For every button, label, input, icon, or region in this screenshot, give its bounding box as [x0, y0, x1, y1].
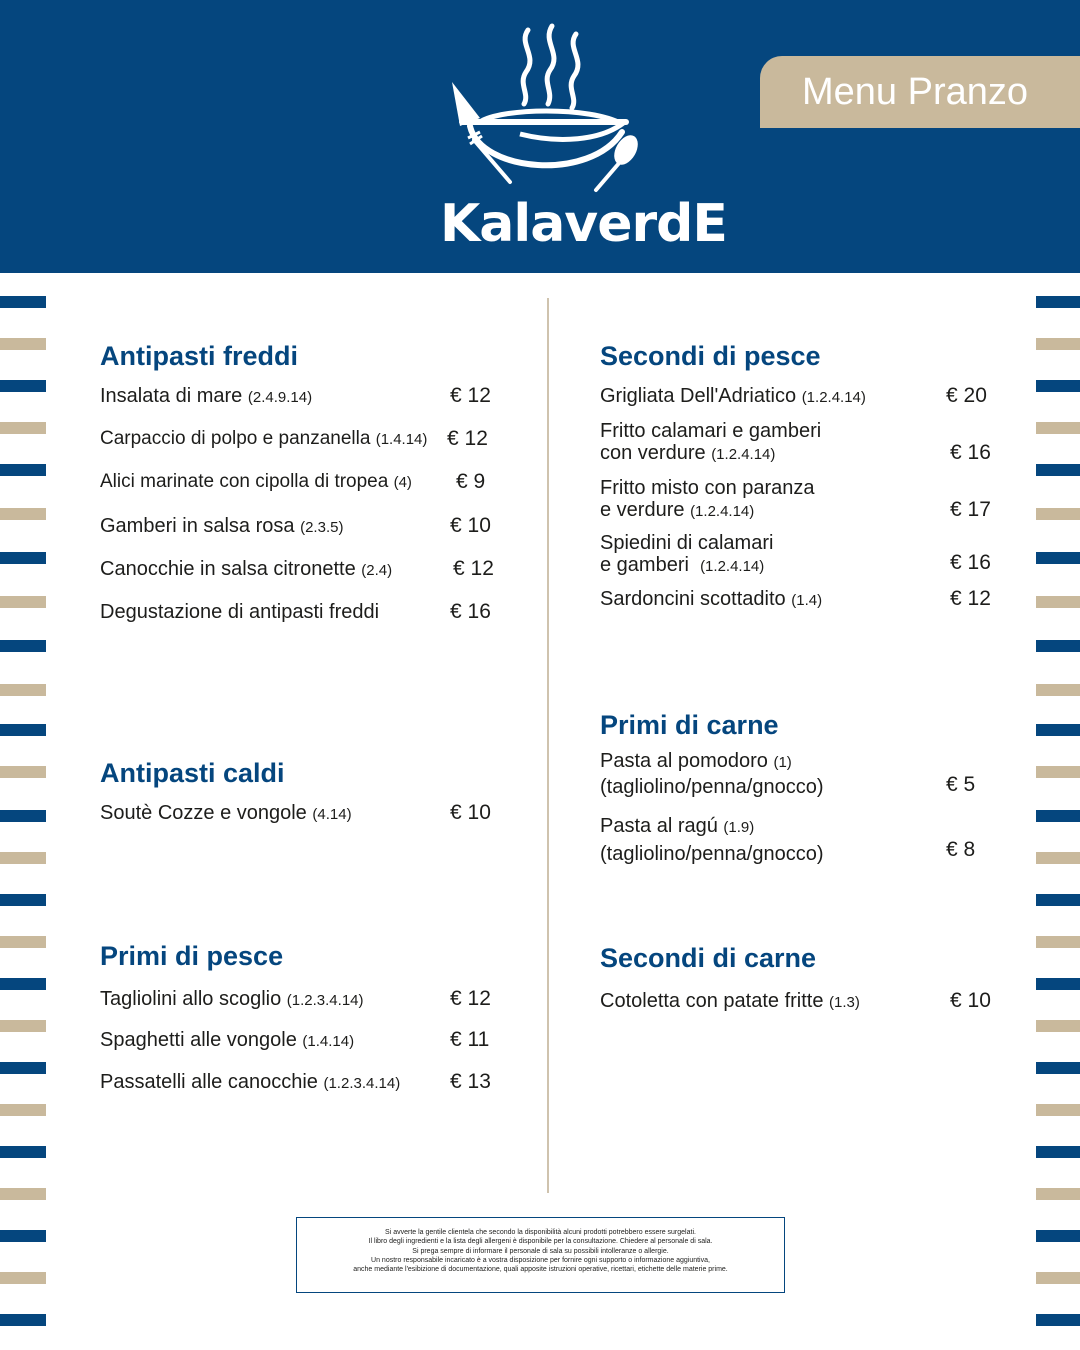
section-primi-carne [600, 709, 779, 741]
menu-item: Alici marinate con cipolla di tropea (4) [100, 471, 412, 492]
section-title: Secondi di pesce [600, 341, 821, 371]
notice-line: Si prega sempre di informare il personale di sala su possibili intolleranze o allergie. [412, 1247, 669, 1255]
item-price: € 10 [950, 989, 991, 1012]
item-price: € 12 [450, 384, 491, 407]
item-price: € 17 [950, 498, 991, 521]
notice-line: Un nostro responsabile incaricato è a vostra disposizione per fornire ogni supporto o informazione aggiuntiva, [371, 1256, 710, 1264]
left-stripes [0, 296, 46, 1350]
menu-item: Pasta al pomodoro (1) (tagliolino/penna/gnocco) [600, 750, 824, 798]
item-price: € 8 [946, 838, 976, 861]
item-price: € 11 [450, 1028, 490, 1051]
column-divider [547, 298, 549, 1193]
notice-line: Il libro degli ingredienti e la lista degli allergeni è disponibile per la consultazione. Chiedere al personale di sala. [368, 1238, 713, 1246]
item-price: € 10 [450, 801, 491, 824]
allergen-notice [296, 1217, 785, 1293]
section-title: Antipasti caldi [100, 758, 285, 788]
menu-item: Grigliata Dell'Adriatico (1.2.4.14) [600, 385, 866, 407]
section-primi-pesce [100, 940, 283, 972]
menu-item: Gamberi in salsa rosa (2.3.5) [100, 515, 344, 537]
menu-label: Menu Pranzo [760, 56, 1080, 128]
section-secondi-carne [600, 942, 816, 974]
item-price: € 12 [447, 427, 488, 450]
item-price: € 12 [450, 987, 491, 1010]
menu-item: Passatelli alle canocchie (1.2.3.4.14) [100, 1071, 401, 1093]
menu-item: Spiedini di calamari e gamberi (1.2.4.14) [600, 532, 774, 576]
menu-item: Cotoletta con patate fritte (1.3) [600, 990, 860, 1012]
item-price: € 9 [456, 470, 486, 493]
item-price: € 5 [946, 773, 976, 796]
section-title: Secondi di carne [600, 943, 817, 973]
item-price: € 12 [453, 557, 494, 580]
item-price: € 16 [950, 551, 991, 574]
section-antipasti-caldi [100, 757, 285, 789]
right-stripes [1036, 296, 1080, 1350]
menu-item: Soutè Cozze e vongole (4.14) [100, 802, 352, 824]
section-title: Antipasti freddi [100, 341, 299, 371]
brand-logo [440, 22, 727, 254]
item-price: € 20 [946, 384, 987, 407]
menu-item: Canocchie in salsa citronette (2.4) [100, 558, 393, 580]
section-secondi-pesce [600, 340, 821, 372]
menu-item: Insalata di mare (2.4.9.14) [100, 385, 313, 407]
menu-item: Tagliolini allo scoglio (1.2.3.4.14) [100, 988, 364, 1010]
item-price: € 10 [450, 514, 491, 537]
section-antipasti-freddi [100, 340, 298, 372]
menu-item: Sardoncini scottadito (1.4) [600, 588, 823, 610]
menu-item: Degustazione di antipasti freddi [100, 601, 380, 623]
fish-bowl-steam-icon [440, 22, 650, 202]
menu-item: Fritto calamari e gamberi con verdure (1.2.4.14) [600, 420, 822, 464]
item-price: € 13 [450, 1070, 491, 1093]
item-price: € 12 [950, 587, 991, 610]
notice-line: anche mediante l'esibizione di documentazione, quali apposite istruzioni operative, ricettari, etichette delle materie prime. [353, 1266, 728, 1274]
menu-item: Spaghetti alle vongole (1.4.14) [100, 1029, 355, 1051]
notice-line: Si avverte la gentile clientela che secondo la disponibilità alcuni prodotti potrebbero essere surgelati. [385, 1229, 696, 1236]
menu-item: Carpaccio di polpo e panzanella (1.4.14) [100, 428, 428, 449]
item-price: € 16 [450, 600, 491, 623]
section-title: Primi di carne [600, 710, 779, 740]
header [0, 0, 1080, 273]
brand-name: KalaverdE [440, 194, 727, 254]
item-price: € 16 [950, 441, 991, 464]
menu-item: Pasta al ragú (1.9) (tagliolino/penna/gnocco) [600, 815, 824, 865]
menu-item: Fritto misto con paranza e verdure (1.2.4.14) [600, 477, 815, 521]
section-title: Primi di pesce [100, 941, 284, 971]
